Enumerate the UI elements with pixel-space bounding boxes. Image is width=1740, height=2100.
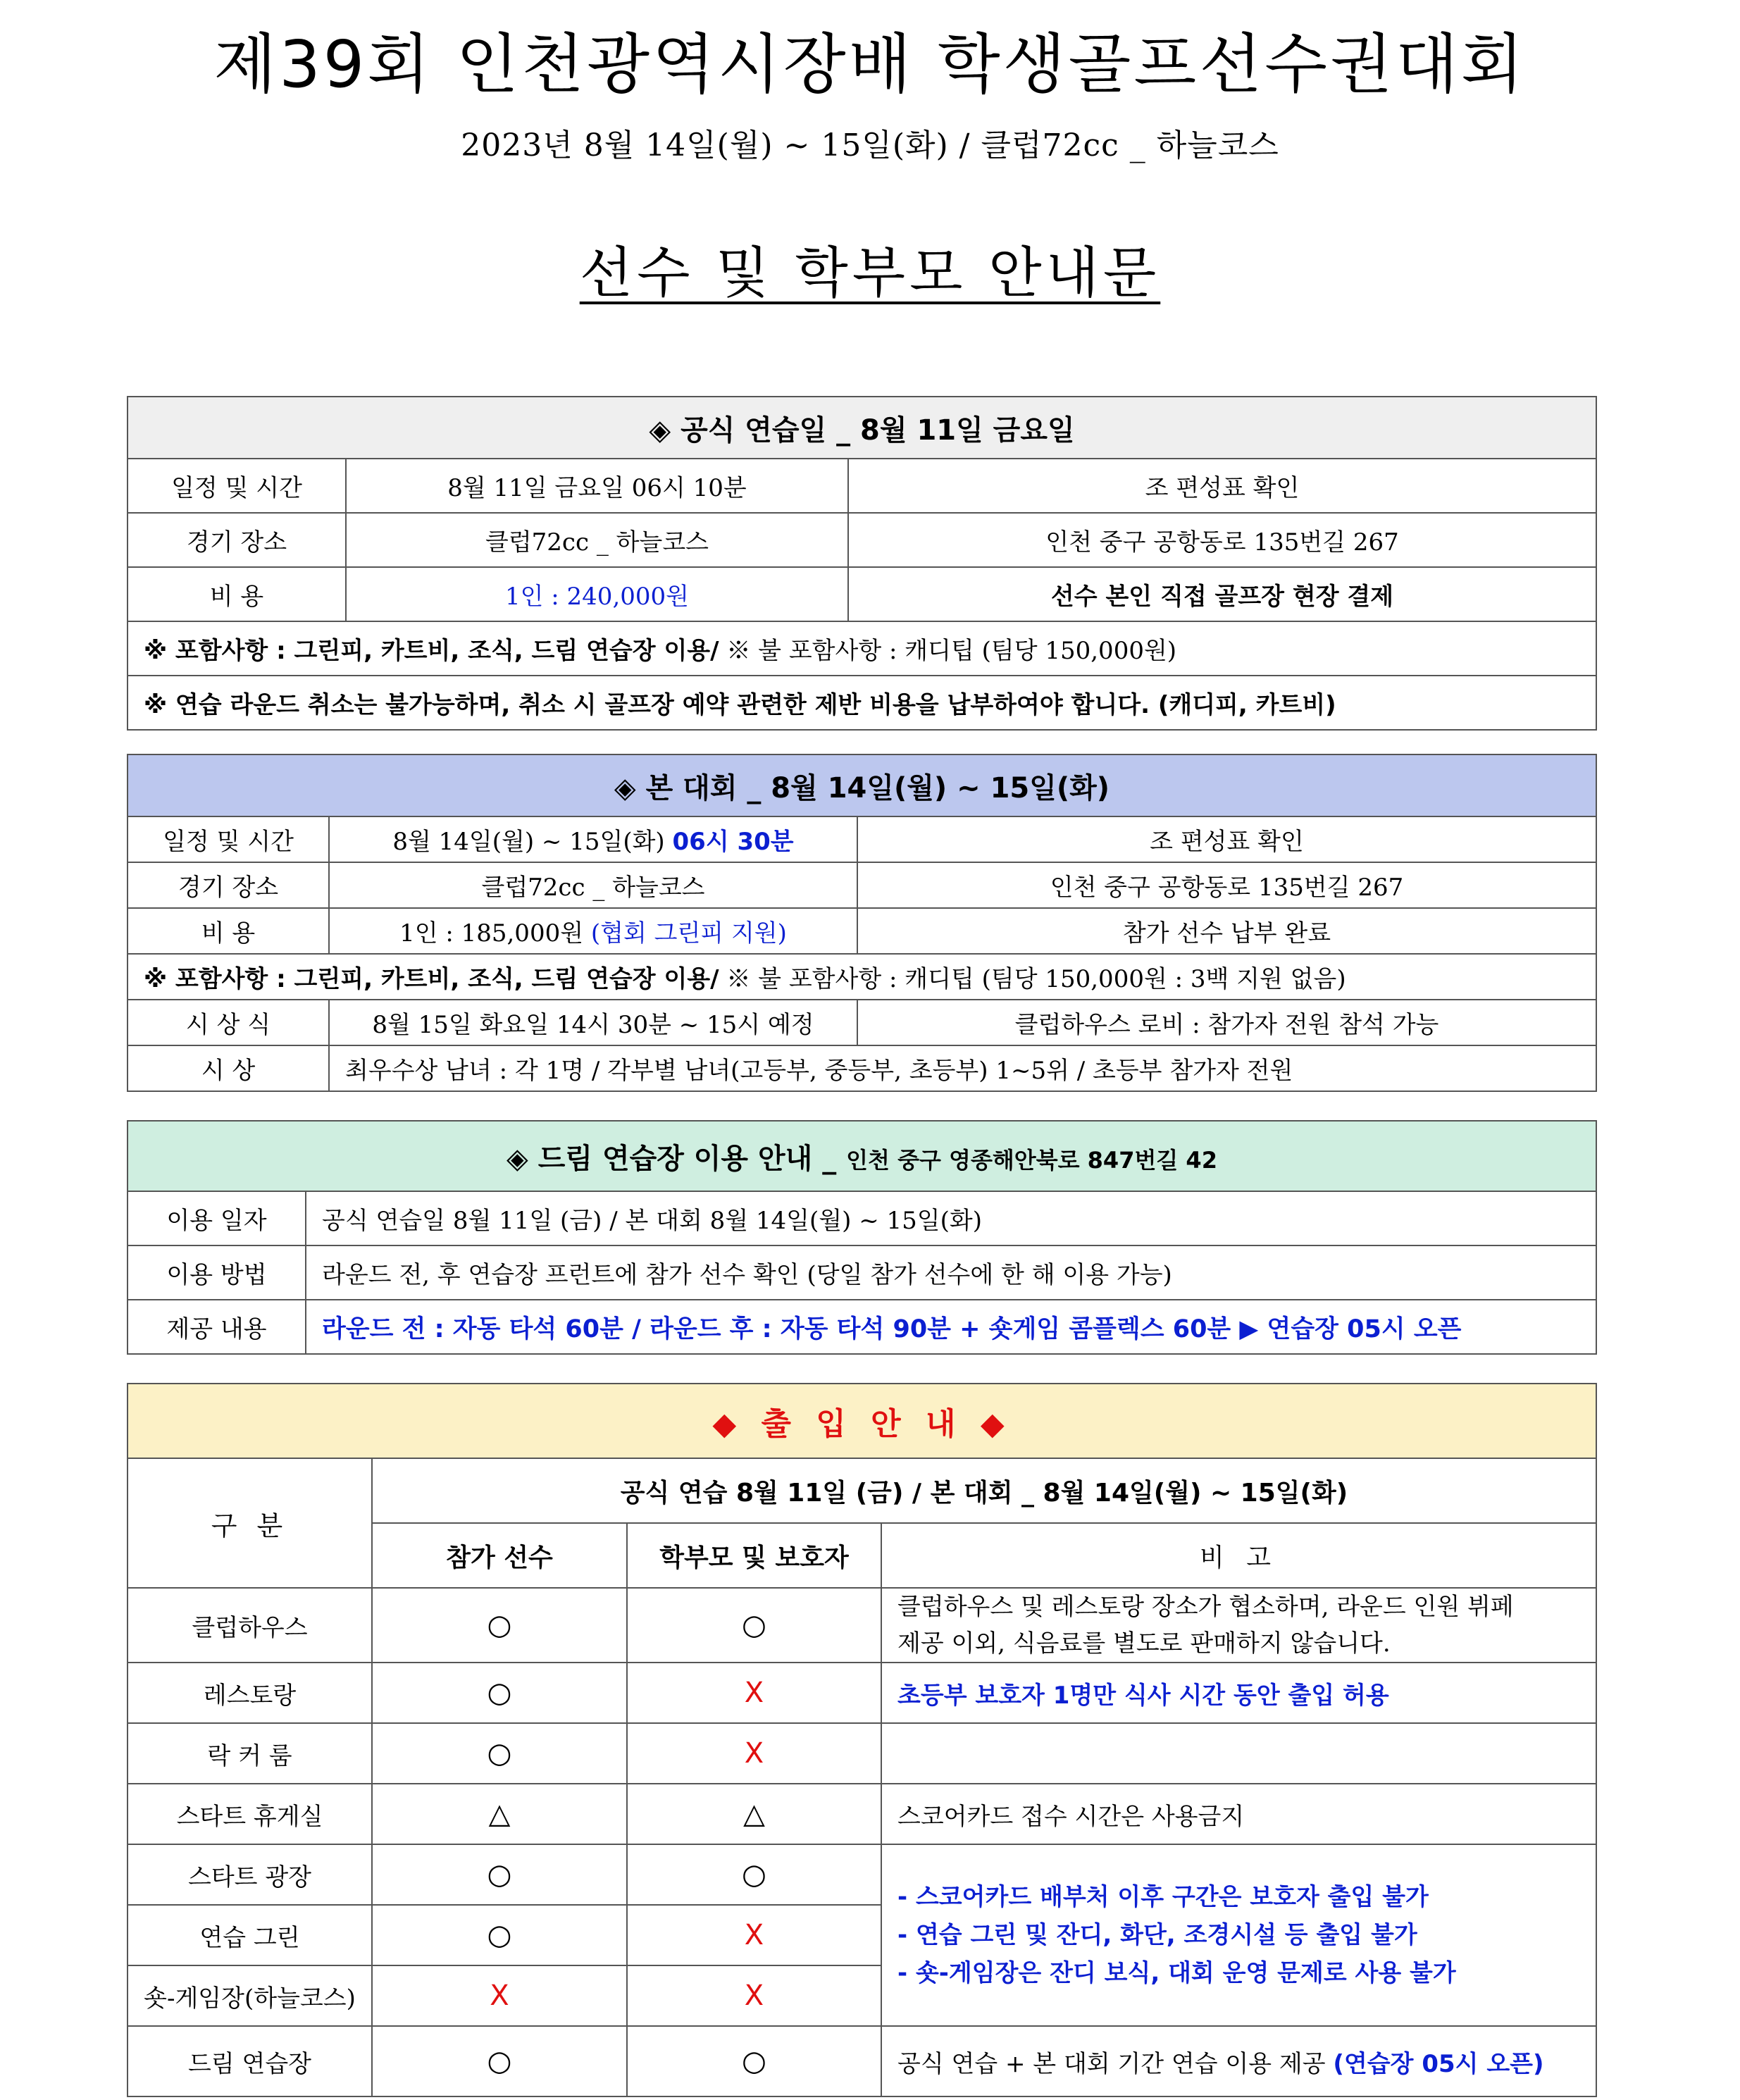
ceremony-value: 8월 15일 화요일 14시 30분 ~ 15시 예정 [329,1000,857,1045]
practice-excluded: ※ 불 포함사항 : 캐디팁 (팀당 150,000원) [719,637,1177,665]
clubhouse-note [881,1588,1596,1663]
range-provide-label: 제공 내용 [128,1300,306,1354]
main-event-table [127,754,1597,1092]
main-schedule-date: 8월 14일(월) ~ 15일(화) [392,828,673,856]
start-lounge-note: 스코어카드 접수 시간은 사용금지 [881,1784,1596,1844]
practice-schedule-value: 8월 11일 금요일 06시 10분 [346,459,848,513]
practice-venue-note: 인천 중구 공항동로 135번길 267 [848,513,1596,567]
ceremony-label: 시 상 식 [128,1000,329,1045]
course-note-line1: - 스코어카드 배부처 이후 구간은 보호자 출입 불가 [897,1883,1429,1911]
place-dream-range: 드림 연습장 [128,2026,372,2096]
practice-fee-note: 선수 본인 직접 골프장 현장 결제 [848,567,1596,621]
course-note-line3: - 숏-게임장은 잔디 보식, 대회 운영 문제로 사용 불가 [897,1959,1456,1987]
main-schedule-value [329,816,857,862]
practice-header: ◈ 공식 연습일 _ 8월 11일 금요일 [128,397,1596,459]
access-period-header: 공식 연습 8월 11일 (금) / 본 대회 _ 8월 14일(월) ~ 15일(화) [372,1458,1596,1523]
start-lounge-parent-mark: △ [627,1784,881,1844]
range-header-address: 인천 중구 영종해안북로 847번길 42 [846,1146,1217,1174]
locker-note [881,1723,1596,1784]
clubhouse-note-line2: 제공 이외, 식음료를 별도로 판매하지 않습니다. [897,1629,1391,1658]
place-restaurant: 레스토랑 [128,1663,372,1723]
place-clubhouse: 클럽하우스 [128,1588,372,1663]
document-title: 제39회 인천광역시장배 학생골프선수권대회 [213,27,1527,102]
access-category-header: 구 분 [128,1458,372,1588]
main-venue-label: 경기 장소 [128,862,329,908]
practice-schedule-label: 일정 및 시간 [128,459,346,513]
place-locker-room: 락 커 룸 [128,1723,372,1784]
main-venue-note: 인천 중구 공항동로 135번길 267 [857,862,1596,908]
range-method-label: 이용 방법 [128,1245,306,1300]
main-fee-value [329,908,857,954]
course-note-line2: - 연습 그린 및 잔디, 화단, 조경시설 등 출입 불가 [897,1921,1417,1949]
main-event-header: ◈ 본 대회 _ 8월 14일(월) ~ 15일(화) [128,754,1596,816]
document-subtitle: 2023년 8월 14일(월) ~ 15일(화) / 클럽72cc _ 하늘코스 [461,128,1279,163]
range-method-value: 라운드 전, 후 연습장 프런트에 참가 선수 확인 (당일 참가 선수에 한 해 이용 가능) [306,1245,1596,1300]
place-short-game: 숏-게임장(하늘코스) [128,1965,372,2026]
range-provide-value: 라운드 전 : 자동 타석 60분 / 라운드 후 : 자동 타석 90분 + 숏게임 콤플렉스 60분 ▶ 연습장 05시 오픈 [306,1300,1596,1354]
start-plaza-parent-mark: ○ [627,1844,881,1905]
clubhouse-note-line1: 클럽하우스 및 레스토랑 장소가 협소하며, 라운드 인원 뷔페 [897,1593,1514,1621]
col-parent-header: 학부모 및 보호자 [627,1523,881,1588]
place-start-lounge: 스타트 휴게실 [128,1784,372,1844]
practice-day-table [127,396,1597,731]
practice-fee-label: 비 용 [128,567,346,621]
dream-range-open-time: (연습장 05시 오픈) [1333,2049,1544,2078]
main-excluded: ※ 불 포함사항 : 캐디팁 (팀당 150,000원 : 3백 지원 없음) [719,965,1346,993]
clubhouse-parent-mark: ○ [627,1588,881,1663]
locker-parent-mark: X [627,1723,881,1784]
main-schedule-note: 조 편성표 확인 [857,816,1596,862]
restaurant-player-mark: ○ [372,1663,627,1723]
ceremony-note: 클럽하우스 로비 : 참가자 전원 참석 가능 [857,1000,1596,1045]
practice-cancel-notice: ※ 연습 라운드 취소는 불가능하며, 취소 시 골프장 예약 관련한 제반 비용을 납부하여야 합니다. (캐디피, 카트비) [128,676,1596,730]
practice-green-parent-mark: X [627,1905,881,1965]
access-guide-table [127,1383,1597,2097]
main-inclusions [128,954,1596,1000]
main-fee-note: 참가 선수 납부 완료 [857,908,1596,954]
short-game-parent-mark: X [627,1965,881,2026]
practice-green-player-mark: ○ [372,1905,627,1965]
main-included: ※ 포함사항 : 그린피, 카트비, 조식, 드림 연습장 이용/ [144,965,719,993]
range-date-label: 이용 일자 [128,1191,306,1245]
clubhouse-player-mark: ○ [372,1588,627,1663]
short-game-player-mark: X [372,1965,627,2026]
place-practice-green: 연습 그린 [128,1905,372,1965]
main-venue-value: 클럽72cc _ 하늘코스 [329,862,857,908]
range-header-title: ◈ 드림 연습장 이용 안내 _ [507,1142,847,1175]
start-lounge-player-mark: △ [372,1784,627,1844]
locker-player-mark: ○ [372,1723,627,1784]
main-fee-support: (협회 그린피 지원) [590,919,787,948]
range-header [128,1121,1596,1191]
main-fee-amount: 1인 : 185,000원 [399,919,591,948]
col-note-header: 비 고 [881,1523,1596,1588]
practice-venue-value: 클럽72cc _ 하늘코스 [346,513,848,567]
practice-fee-value: 1인 : 240,000원 [346,567,848,621]
access-header: ◆ 출 입 안 내 ◆ [128,1384,1596,1458]
notice-heading-text: 선수 및 학부모 안내문 [579,242,1161,305]
notice-heading [0,229,1740,308]
dream-range-player-mark: ○ [372,2026,627,2096]
restaurant-note: 초등부 보호자 1명만 식사 시간 동안 출입 허용 [881,1663,1596,1723]
dream-range-parent-mark: ○ [627,2026,881,2096]
practice-inclusions [128,621,1596,676]
practice-venue-label: 경기 장소 [128,513,346,567]
col-player-header: 참가 선수 [372,1523,627,1588]
dream-range-note [881,2026,1596,2096]
awards-label: 시 상 [128,1045,329,1091]
driving-range-table [127,1120,1597,1355]
awards-value: 최우수상 남녀 : 각 1명 / 각부별 남녀(고등부, 중등부, 초등부) 1~5위 / 초등부 참가자 전원 [329,1045,1596,1091]
dream-range-note-text: 공식 연습 + 본 대회 기간 연습 이용 제공 [897,2049,1334,2078]
restaurant-parent-mark: X [627,1663,881,1723]
main-fee-label: 비 용 [128,908,329,954]
practice-included: ※ 포함사항 : 그린피, 카트비, 조식, 드림 연습장 이용/ [144,637,719,665]
place-start-plaza: 스타트 광장 [128,1844,372,1905]
start-plaza-player-mark: ○ [372,1844,627,1905]
practice-schedule-note: 조 편성표 확인 [848,459,1596,513]
main-schedule-time: 06시 30분 [672,828,794,856]
range-date-value: 공식 연습일 8월 11일 (금) / 본 대회 8월 14일(월) ~ 15일(화) [306,1191,1596,1245]
main-schedule-label: 일정 및 시간 [128,816,329,862]
course-restriction-note [881,1844,1596,2026]
